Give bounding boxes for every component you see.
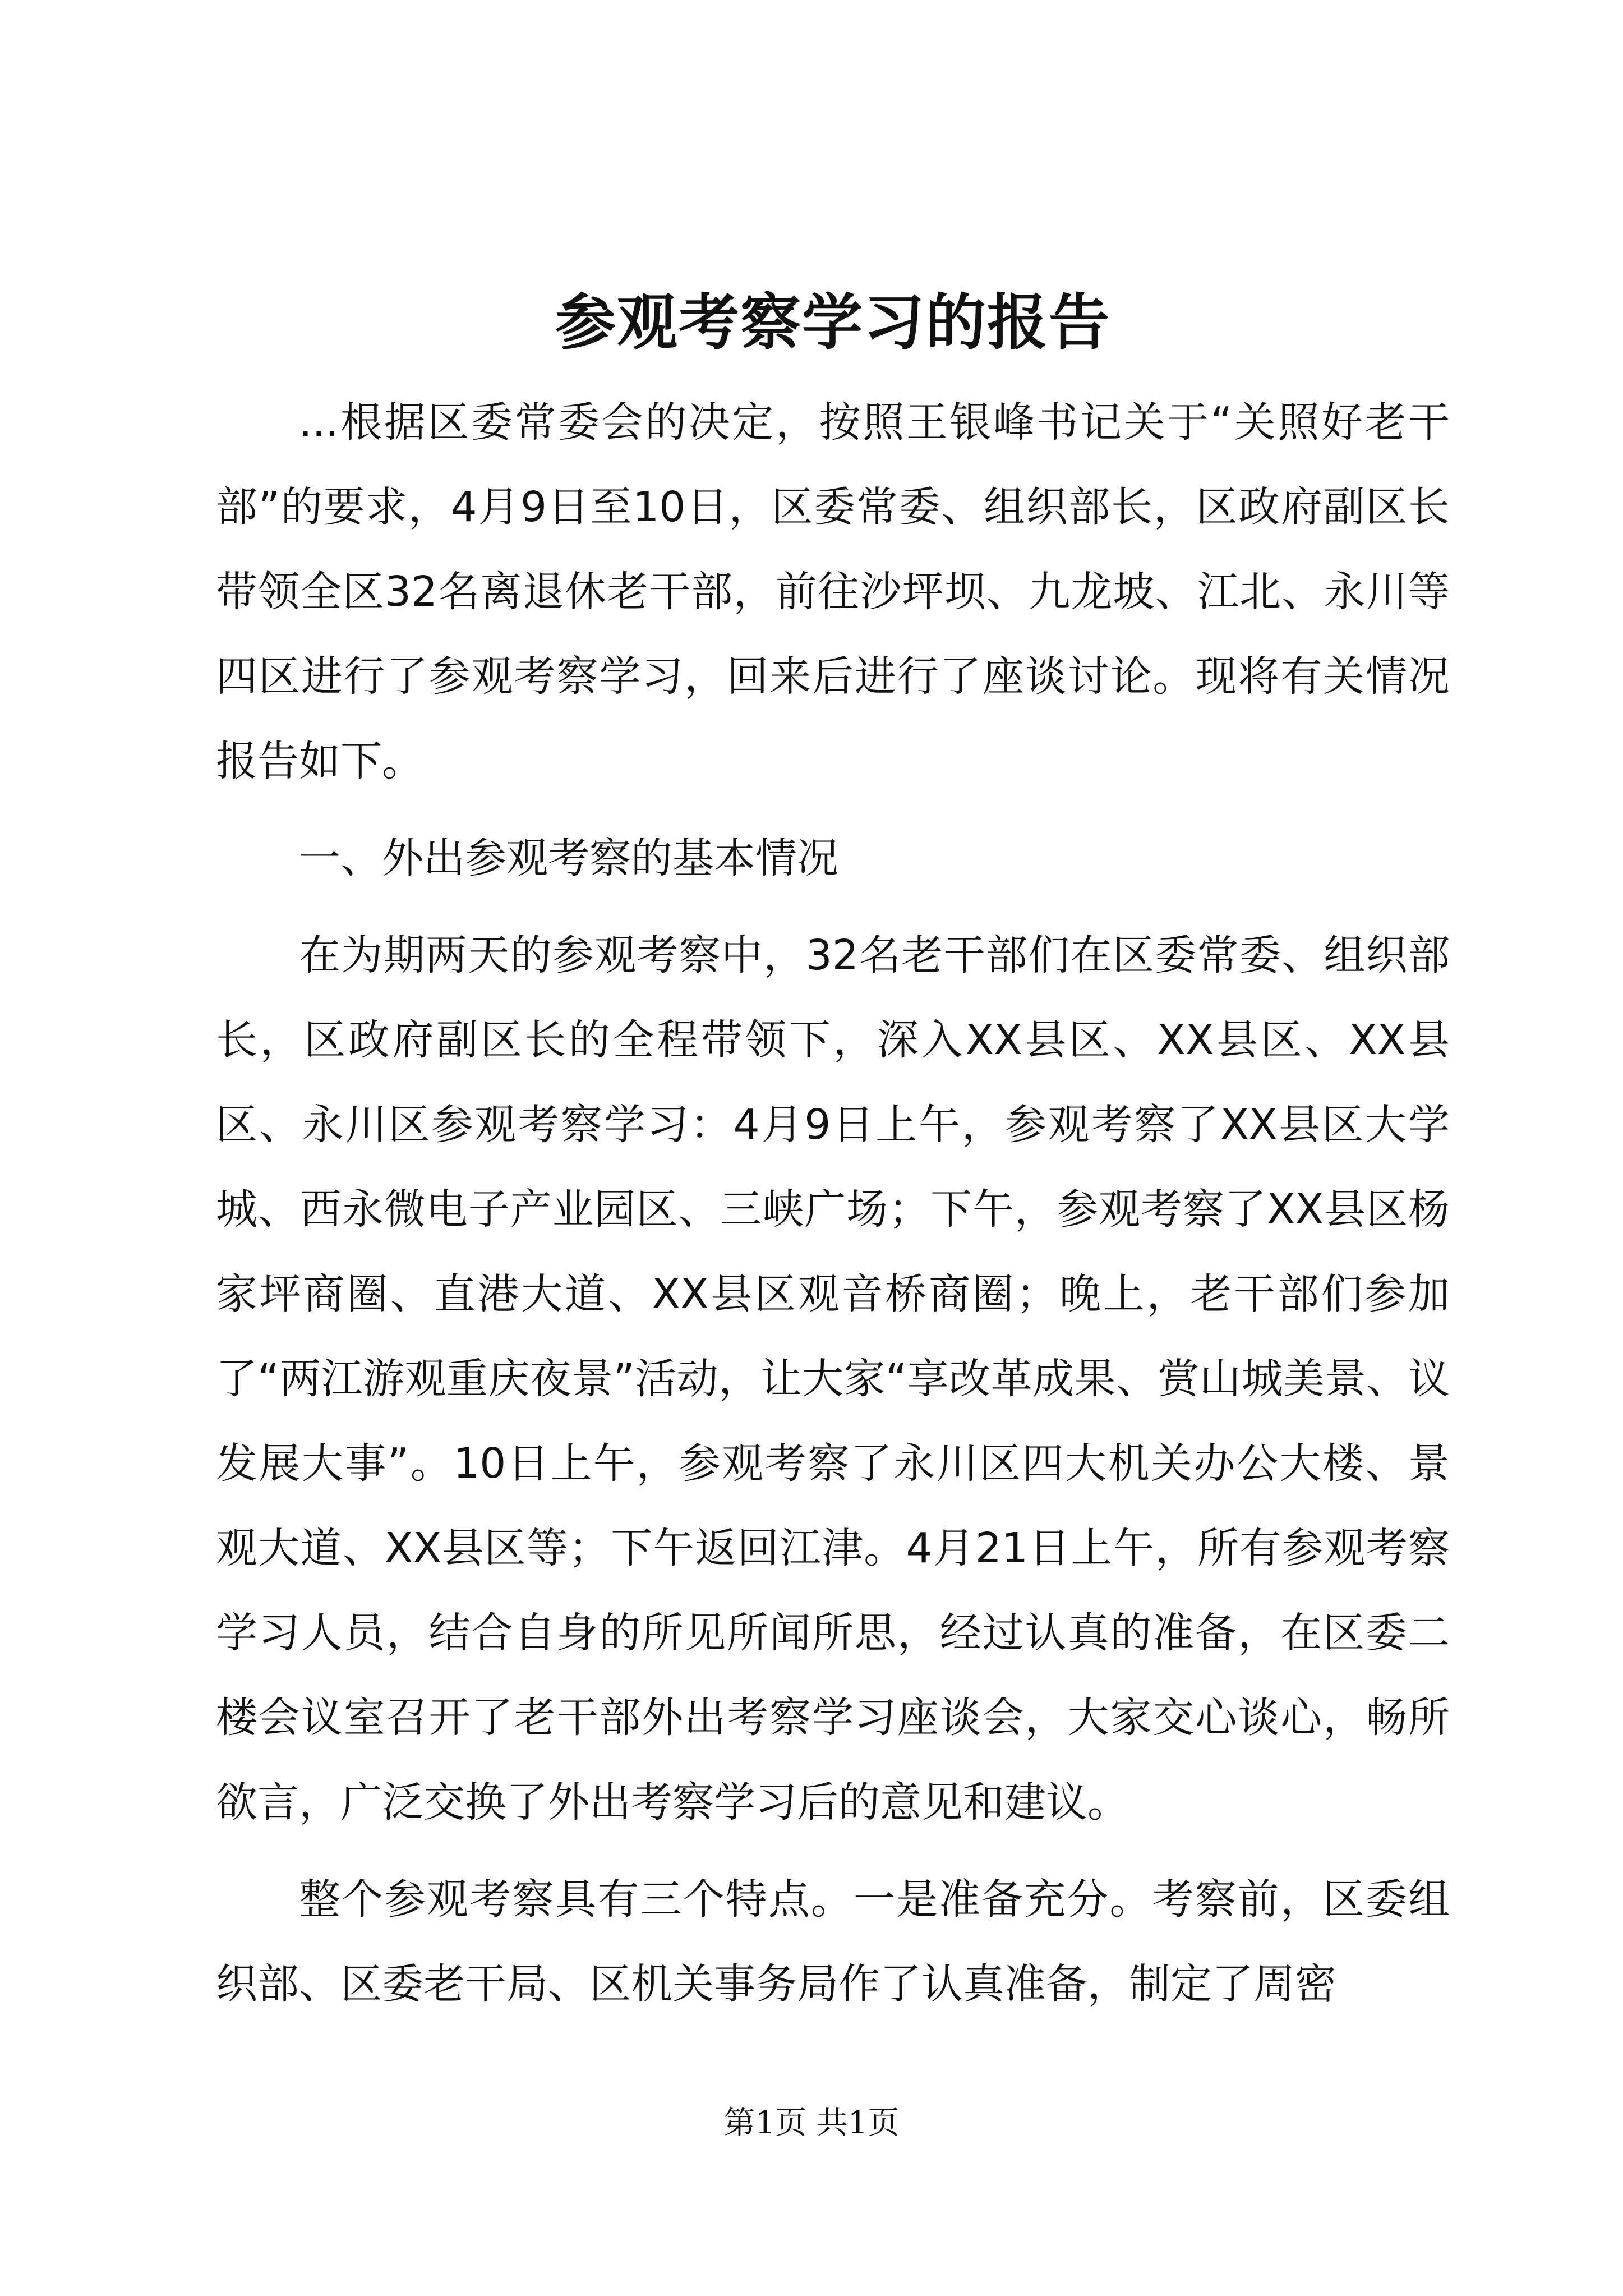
document-title: 参观考察学习的报告 — [555, 287, 1110, 358]
page-number-footer: 第1页 共1页 — [723, 2105, 900, 2141]
paragraph-itinerary: 在为期两天的参观考察中，32名老干部们在区委常委、组织部长，区政府副区长的全程带领下，深入XX县区、XX县区、XX县区、永川区参观考察学习：4月9日上午，参观考察了XX县区大学城、西永微电子产业园区、三峡广场；下午，参观考察了XX县区杨家坪商圈、直港大道、XX县区观音桥商圈；晚上，老干部们参加了“两江游观重庆夜景”活动，让大家“享改革成果、赏山城美景、议发展大事”。10日上午，参观考察了永川区四大机关办公大楼、景观大道、XX县区等；下午返回江津。4月21日上午，所有参观考察学习人员，结合自身的所见所闻所思，经过认真的准备，在区委二楼会议室召开了老干部外出考察学习座谈会，大家交心谈心，畅所欲言，广泛交换了外出考察学习后的意见和建议。 — [216, 931, 1450, 1826]
document-body — [216, 380, 1450, 2027]
document-content — [216, 280, 1450, 2039]
paragraph-features: 整个参观考察具有三个特点。一是准备充分。考察前，区委组织部、区委老干局、区机关事务局作了认真准备，制定了周密 — [216, 1875, 1450, 2008]
paragraph-intro: ...根据区委常委会的决定，按照王银峰书记关于“关照好老干部”的要求，4月9日至10日，区委常委、组织部长，区政府副区长带领全区32名离退休老干部，前往沙坪坝、九龙坡、江北、永川等四区进行了参观考察学习，回来后进行了座谈讨论。现将有关情况报告如下。 — [216, 398, 1450, 785]
section-heading-1: 一、外出参观考察的基本情况 — [299, 834, 838, 882]
